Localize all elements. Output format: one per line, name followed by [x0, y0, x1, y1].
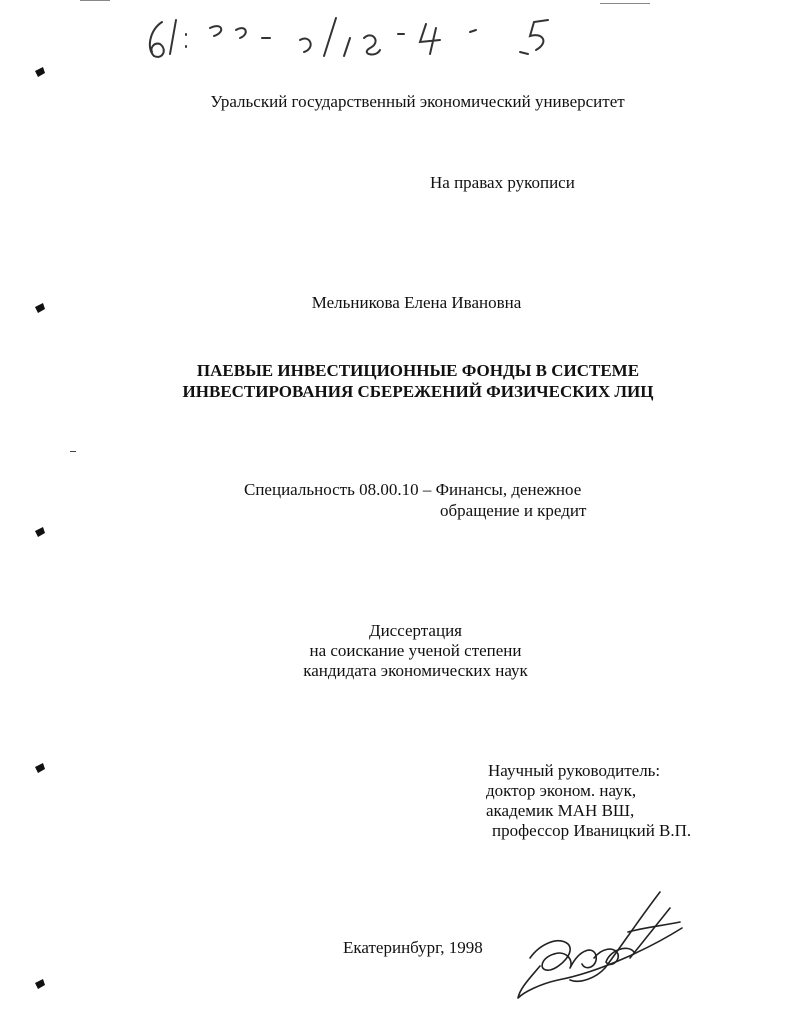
supervisor-line-4: профессор Иваницкий В.П.: [492, 821, 692, 840]
dissertation-title-line-1: ПАЕВЫЕ ИНВЕСТИЦИОННЫЕ ФОНДЫ В СИСТЕМЕ: [196, 361, 640, 380]
punch-mark: [34, 526, 46, 538]
handwritten-signature: [510, 888, 690, 1004]
degree-line-1: Диссертация: [368, 621, 462, 640]
university-name: Уральский государственный экономический университет: [210, 92, 625, 111]
specialty-line-1: Специальность 08.00.10 – Финансы, денежное: [244, 480, 582, 499]
supervisor-line-2: доктор эконом. наук,: [486, 781, 637, 800]
punch-mark: [34, 978, 46, 990]
punch-mark: [34, 762, 46, 774]
punch-mark: [34, 66, 46, 78]
supervisor-line-3: академик МАН ВШ,: [486, 801, 635, 820]
handwritten-archive-code: [140, 8, 580, 68]
author-name: Мельникова Елена Ивановна: [311, 293, 522, 312]
scan-edge-line: [80, 0, 110, 1]
degree-line-2: на соискание ученой степени: [309, 641, 522, 660]
specialty-line-2: обращение и кредит: [440, 501, 587, 520]
city-year: Екатеринбург, 1998: [343, 938, 483, 957]
dissertation-title-line-2: ИНВЕСТИРОВАНИЯ СБЕРЕЖЕНИЙ ФИЗИЧЕСКИХ ЛИЦ: [182, 382, 654, 401]
manuscript-note: На правах рукописи: [430, 173, 575, 192]
scan-edge-line: [600, 3, 650, 4]
supervisor-line-1: Научный руководитель:: [488, 761, 661, 780]
scan-speck: [70, 451, 76, 452]
degree-line-3: кандидата экономических наук: [303, 661, 528, 680]
